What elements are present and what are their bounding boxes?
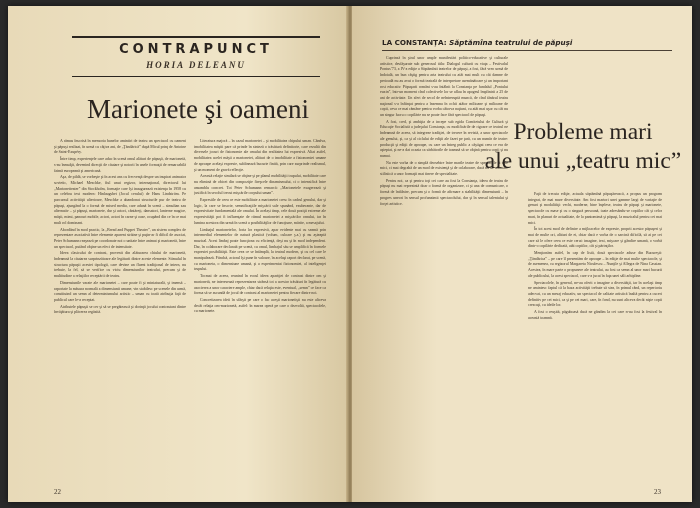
left-column-2 bbox=[194, 139, 326, 469]
paragraph: Abordând în mod practic, la „Bread and Puppet Theater”, un sistem complex de reprezentare asociativă între elemente aparent străine şi puţin-ar fi dificil de asociat, Peter Schumann reaşează pe coordonate noi o unitate între animat şi marionetă, între un spectacol, putând obţine un efect de intensitate. bbox=[54, 227, 186, 249]
paragraph: Limbajul marionetelor, forta lor expresivă, apar evidente mai cu seamă prin intermediul elementelor de natură plastică (volum, culoare ş.a.) şi nu aşteaptă muzical. Acest limbaj poate funcţiona cu eficienţă, deşi nu şi în mod independent. Dar, în colaborare declarată pe scenă, cu omul, limbajul său se amplifică în formele expresiei posibilităţii. Este ceea ce se întâmplă, la teatrul modern, şi cu cel care le manipulează. Fiindcă, actorul îşi pune în valoare, în acelaşi raport declarat, pe scenă, cu marioneta, o dimensiune umană, şi a experimentat fizionomiei, al inteligenţei trupului. bbox=[194, 227, 326, 272]
paragraph: Pentru noi, ca şi pentru toţi cei care au fost la Constanţa, ideea de teatru de păpuşi nu mai reprezintă doar o formă de organizare, ci şi una de comunicare, o formă de întâlnire, precum şi o formă de afirmare a stabilităţii dimensiunii – în progres uneori în sensul profunzimii spectacolului, dar şi în sensul talentului şi forţei artistice. bbox=[380, 178, 508, 206]
paragraph: Între timp, experienţele care aduc în scenă omul alături de păpuşă, de marionetă, s-au înmulţit, devenind direcţii de căutare şi notorii în unele formaţii de remarcabilă faimă europeană şi americană. bbox=[54, 157, 186, 173]
paragraph: Aşa, de pildă, se vorbeşte şi în acest ans cu frecvenţă despre un inspirat animator sovietic, Michael Meschke, fiul unui regizor, internaţional, directorul lui „Marionetteater” din Stockholm, formaţie care îşi inaugurează existenţa în 1958 cu un celebru text modern: Hinlaugsbet (Jocul cerului) de Hans Lindström. Pe parcursul activităţii ulterioare, Meschke a abandonat structurile pur de teatru de păpuşi, ajungând la o formă de mixed media, care adună în scenă – simultan sau alternativ – şi păpuşi, marionete, dar şi actori, cântăreţi, dansatori, lanterne magice, măşti, mimi, panouri mobile, actori, actori în carne şi oase, ocupând din ce în ce mai mult rol dominant. bbox=[54, 175, 186, 225]
paragraph: Dimensiunile varate ale marionetei – care poate fi şi miniaturală, şi imensă – raportate la măsura normală a dimensiunii umane, vin stabilesc pe scenele din urmă, constituind un semn al determinismului artistic – uman cu toată atribuţia faţă de publicul care le-a receptat. bbox=[54, 280, 186, 302]
page-number-right: 23 bbox=[654, 488, 661, 496]
right-column-2 bbox=[528, 192, 662, 474]
paragraph: A fost o reuşită, păguboasă dacă ne gândim la cei care n-au fost la festival în această toamnă. bbox=[528, 310, 662, 320]
paragraph: Menţionăm astfel, în cap de listă, două spectacole aduse din Bucureşti: „Ţăndărica” – pe care îl prezentăm de aproape – în ediţie de mai multe spectacole, şi de asemenea, cu regizorul Margareta Niculescu – Nunţile şi Allegra de Nina Cassian. Acestea, în mare parte o propunere ale teatrului, au fost ca semn al unor mari bucurii ale publicului, la acest spectacol, care s-a jucat în faţa unei săli arhipline. bbox=[528, 251, 662, 278]
left-column-1 bbox=[54, 139, 186, 469]
paragraph: Faţă de trecuta ediţie, actuala săptămînă păpuşărească, a propus un program integrat, de mai mare diversitate. Am fost martori unei gamme largi de variaţie de genuri şi modalităţi: vechi, moderne, bine înţelese, teatru de păpuşi şi marionete, spectacole cu mase şi cu o singură persoană, toate adresându-se copiilor cât şi celor mari, în planuri de actualitate, de la pantomimă şi păpuşi, la muzicalul pentru cei mai mici. bbox=[528, 192, 662, 225]
paragraph: Tocmai de aceea, reunind în ecoul ideea apariţiei de contrast dintre om şi marionetă, ne interesează reprezentarea strânsă tot a acestor trăsături în legătură cu asocierea a unor caractere ample, chiar dacă relaţia este, eventual, „semn” ce face ca forma să se ascundă de jocul de contrast al marionetei pentru fiecare dintre noi. bbox=[194, 274, 326, 296]
paragraph: Cuprinsă în şirul unor ample manifestări politico-educative şi culturale artistice, desfăşurate sub generosul titlu: Dialogul culturii cu viaţa – Festivalul Pontus’73, a IV-a ediţie a Săptămînii teatrelor de păpuşi, a fost, fără vreo urmă de îndoială, un bun câştig pentru arta teatrului cu atât mai mult cu cât damne de perioadă nu au avut o formă teatrală de interpretare asemănătoare şi un important rost educativ. Păpuşarii români s-au întâlnit la Constanţa pe fundalul „Pontului euxin”, într-un moment cînd colectivele lor se aflau în apogeul împlinirii a 25 de ani de activitate. Un sfert de secol de neîntreruptă muncă, de cînd tânărul teatru naţional s-a înfiinţat pentru a însemna în ochii atâtor milioane şi milioane de copii, ceva ce mai rămâne pentru vorba câtorva naţiuni, cu atât mai uşor cu cât nu un singur lucru o copilărie nu se poate face fără spectacol de păpuşi. bbox=[380, 56, 508, 118]
title-line-2: ale unui „teatru mic” bbox=[484, 148, 682, 174]
title-line-1: Probleme mari bbox=[513, 119, 653, 145]
right-page bbox=[352, 6, 692, 502]
rubric-title: CONTRAPUNCT bbox=[119, 42, 273, 57]
paragraph: Această relaţie similară se obţine şi pe planul mobilităţii trupului, mobilitate care nu elimină de obicei din compoziţie fireşcele dinamismului, ci o intensifică între ansamblu concret. Tot Peter Schumann remarcă: „Marionetele exagerează şi justifică în secolul trecut mişcările corpului uman”. bbox=[194, 174, 326, 196]
paragraph: În tot acest mod de definire a mijloacelor de expresie, proprii acestor păpuşeri şi mai de multe ori, alături de ei, chiar dacă e vorba de o sarcină dificilă, să ai pe cei care să le ofere ceea ce este cerut: imagine, text, mişcare şi gândire umană, o vorbă dintr-o copilărie dedicată, atât copiilor, cât şi părinţilor. bbox=[528, 227, 662, 249]
paragraph: Atributele păpuşii se cer şi să se pregătească şi dorinţă jocului contrastant dintre învăţătura şi plăcerea regăsită. bbox=[54, 304, 186, 315]
paragraph: Ideea clasicului de contrast, provenit din alăturarea chiului de marionetă, îndeamnă la căutarea surprinzătoare ale legăturii dintre aceste elemente. Stimulul în structura păpuşii acestei tipologii, care devine un fluent tradiţional de intern, nu trebuie, la fel, să se verifice cu viciu dimensiunilor teatrului, precum şi de multitudine a relaţiilor receptării de teatru. bbox=[54, 251, 186, 279]
magazine-spread bbox=[8, 6, 692, 502]
paragraph: Concretizarea ideii în sfârşit pe care o fac aceşti marionetişti nu este altceva decât relaţia om-marionetă, astfel: în marea operă pe care o dezvoltă, spectacolele, cu marionete. bbox=[194, 297, 326, 314]
paragraph: Literatura majoră – în cazul marionetei – şi mobilitatea chipului uman. Cândva, imobilitatea măştii pare că prinde în sinteză o trăsătură definitorie, care rezultă din diversele jocuri de fizionomie ale omului din realitatea lui expresivă. Aliat astfel, mobilitatea acelei măşti a marionetei, alături de o imobilitate a fizionomiei umane de aproape acelaşi expresie, sublinează bucurie finită, prin care surprinde realismul, şi un moment de gravă reflecţie. bbox=[194, 139, 326, 172]
paragraph: A rămas înscrisă în memoria bunelor amintiri de teatru un spectacol cu oameni şi păpuşi realizat, în urmă cu câţiva ani, de „Ţăndărică” după Micul prinţ de Antoine de Saint-Exupéry. bbox=[54, 139, 186, 155]
paragraph: A fost, cred, şi ambiţia de a incepe sub egida Comitetului de Cultură şi Educaţie Socialistă a judeţului Constanţa, cu modificările de rigoare ce teatrul ne îndeamnă de aceea, să integreze tradiţiei, de trecere în revistă, a unor spectacole ale genului, şi, ca şi al ciclului de ediţii ale fazei pe ţară, cu un număr de teatre: producţii şi ediţii de aproape, cu care un întreg public a câştigat ceea ce era de aşteptat, şi ne-a dat ocazia ca sărbătorile de toamnă să se obţină pentru copii şi nu numai. bbox=[380, 119, 508, 158]
rubric-box bbox=[72, 36, 320, 77]
paragraph: Expresiile de ceea ce este mobilitate a marionetei cresc în cadrul genului, dar şi logic, la care se înscrie, semnificaţiile mişcării sale spunând, exuberante, dar de expresivitate fundamentală ale omului. În același timp, cele două poziţii extreme ale expresivităţii pot fi influenţate de ritmul marionetei a mişcărilor ornului, iar în lumina acestora din urmă în scenă a posibilităţilor de funcţiune, mărite, a mesajului. bbox=[194, 198, 326, 225]
article-title-left: Marionete şi oameni bbox=[87, 94, 309, 124]
article-title-right bbox=[478, 118, 688, 176]
page-number-left: 22 bbox=[54, 488, 61, 496]
section-label: LA CONSTANȚA bbox=[382, 38, 444, 47]
rubric-author: HORIA DELEANU bbox=[146, 60, 246, 70]
section-heading: LA CONSTANȚA: Săptămîna teatrului de păpuşi bbox=[382, 38, 573, 47]
section-rule bbox=[382, 50, 672, 51]
paragraph: Nu este vorba de o simplă deosebire între marile teatre de spectacole şi cele mici, ci mai degrabă de un mod de existenţă şi de colaborare, dacă nu de afirmare stilistică a unor formaţii mai tinere de specialitate. bbox=[380, 160, 508, 177]
left-page bbox=[8, 6, 348, 502]
paragraph: Spectacolele, în general, ne-au oferit o imagine a diversităţii, iar în acelaşi timp ne amintesc faptul că la baza activităţii trebuie să stea, în primul rând, un repertoriu adecvat, cu un mesaj educativ, un spectacol de calitate artistică înaltă pentru a cuceri definitiv pe cei mici, ca şi pe cei mari, care, în fond, nu sunt altceva decât nişte copii crescuţi, cu ideile lor. bbox=[528, 280, 662, 308]
section-subtitle: Săptămîna teatrului de păpuşi bbox=[449, 38, 573, 47]
